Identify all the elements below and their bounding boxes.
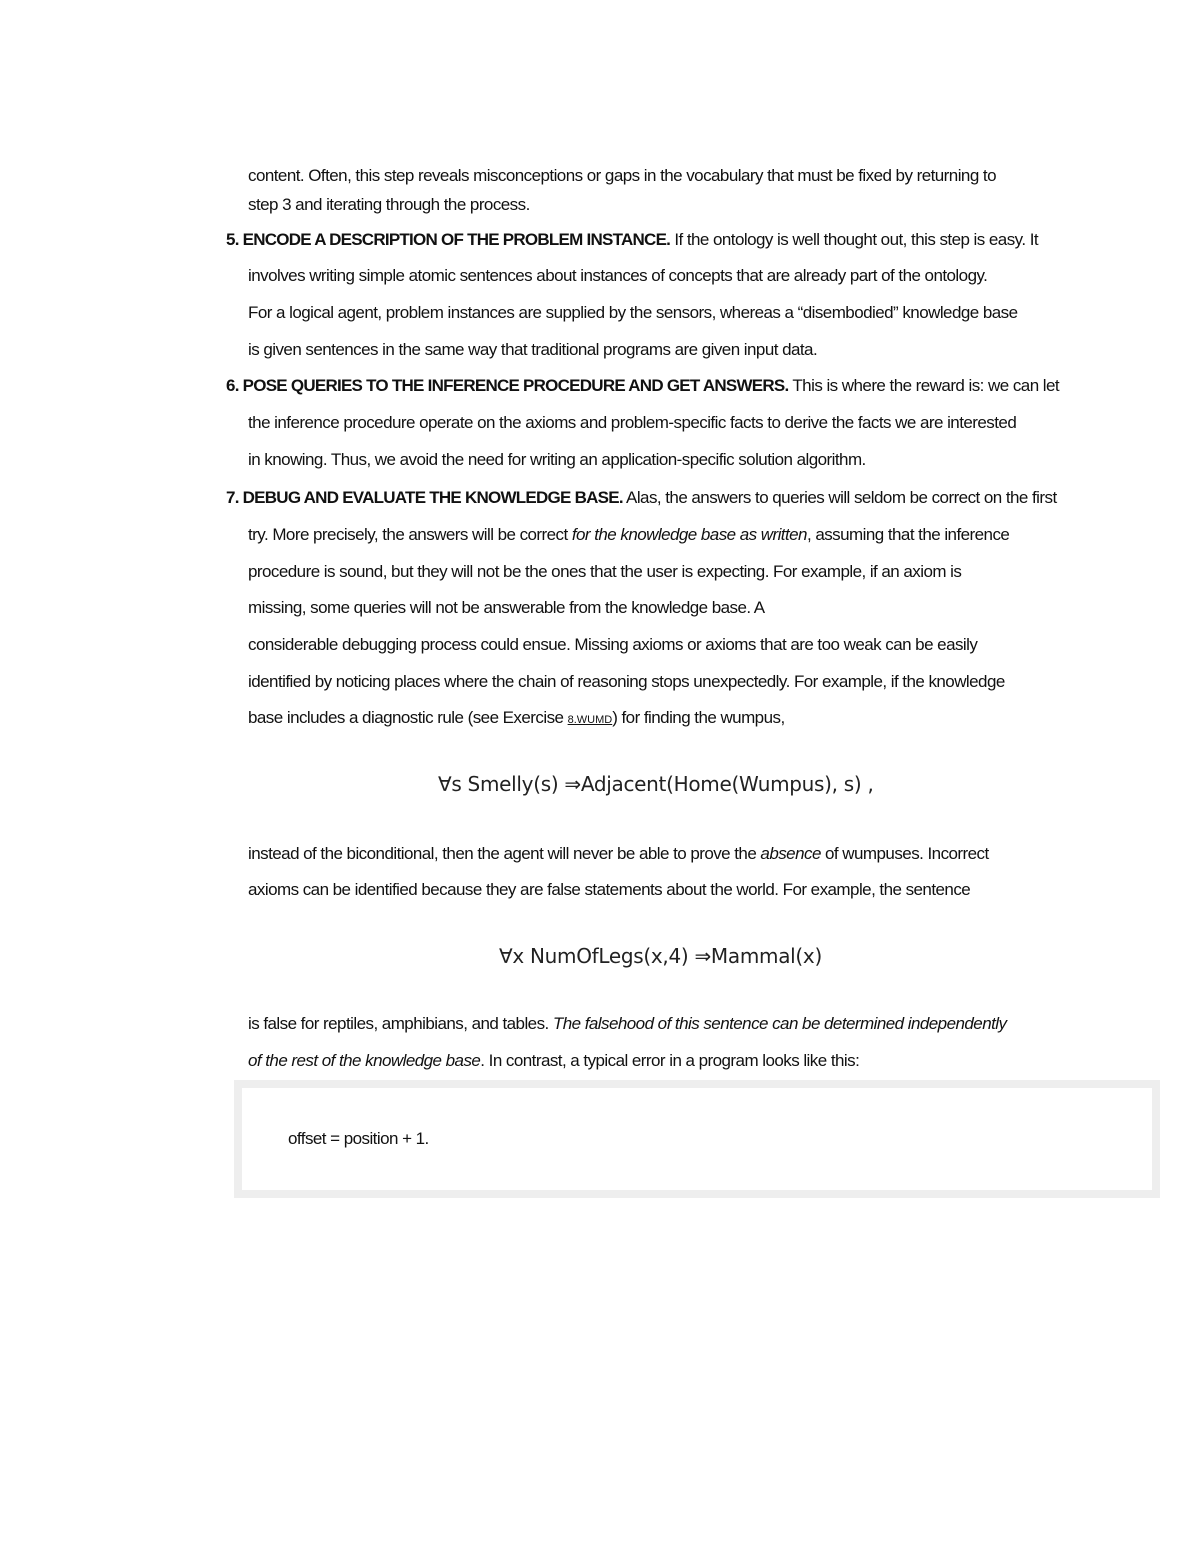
paragraph-line [248, 524, 1009, 546]
paragraph-line [248, 843, 989, 865]
code-block [234, 1080, 1160, 1198]
paragraph-line: identified by noticing places where the chain of reasoning stops unexpectedly. For example, if the knowledge [248, 672, 1005, 691]
paragraph-line: axioms can be identified because they are false statements about the world. For example, the sentence [248, 880, 971, 899]
paragraph-line: content. Often, this step reveals misconceptions or gaps in the vocabulary that must be fixed by returning to [248, 166, 996, 185]
paragraph-line [248, 1050, 859, 1072]
list-item-5 [226, 229, 1038, 251]
item-heading: 6. POSE QUERIES TO THE INFERENCE PROCEDURE AND GET ANSWERS. [226, 376, 789, 395]
exercise-link[interactable]: 8.WUMD [567, 714, 613, 726]
formula-numoflegs-mammal: ∀x NumOfLegs(x,4) ⇒Mammal(x) [499, 944, 822, 968]
item-heading: 5. ENCODE A DESCRIPTION OF THE PROBLEM INSTANCE. [226, 230, 671, 249]
item-text: If the ontology is well thought out, this step is easy. It [670, 230, 1039, 249]
text-run: . In contrast, a typical error in a program looks like this: [480, 1051, 860, 1070]
text-run: try. More precisely, the answers will be correct [248, 525, 572, 544]
list-item-7 [226, 487, 1057, 509]
paragraph-line: is given sentences in the same way that traditional programs are given input data. [248, 340, 818, 359]
paragraph-line [248, 707, 785, 731]
italic-run: of the rest of the knowledge base [248, 1051, 481, 1070]
item-text: This is where the reward is: we can let [788, 376, 1060, 395]
italic-run: absence [760, 844, 821, 863]
text-run: of wumpuses. Incorrect [820, 844, 989, 863]
item-heading: 7. DEBUG AND EVALUATE THE KNOWLEDGE BASE. [226, 488, 623, 507]
text-run: base includes a diagnostic rule (see Exercise [248, 708, 568, 727]
paragraph-line: in knowing. Thus, we avoid the need for writing an application-specific solution algorithm. [248, 450, 866, 469]
paragraph-line: considerable debugging process could ensue. Missing axioms or axioms that are too weak can be easily [248, 635, 978, 654]
paragraph-line: For a logical agent, problem instances are supplied by the sensors, whereas a “disembodied” knowledge base [248, 303, 1018, 322]
text-run: is false for reptiles, amphibians, and tables. [248, 1014, 553, 1033]
paragraph-line: step 3 and iterating through the process. [248, 195, 530, 214]
paragraph-line: missing, some queries will not be answerable from the knowledge base. A [248, 598, 765, 617]
formula-smelly-adjacent: ∀s Smelly(s) ⇒Adjacent(Home(Wumpus), s) , [438, 772, 874, 796]
item-text: Alas, the answers to queries will seldom be correct on the first [622, 488, 1057, 507]
text-run: instead of the biconditional, then the agent will never be able to prove the [248, 844, 761, 863]
italic-run: for the knowledge base as written [571, 525, 807, 544]
paragraph-line: involves writing simple atomic sentences about instances of concepts that are already part of the ontology. [248, 266, 988, 285]
paragraph-line [248, 1013, 1006, 1035]
list-item-6 [226, 375, 1059, 397]
paragraph-line: the inference procedure operate on the axioms and problem-specific facts to derive the facts we are interested [248, 413, 1017, 432]
code-line: offset = position + 1. [288, 1129, 429, 1148]
text-run: ) for finding the wumpus, [612, 708, 785, 727]
italic-run: The falsehood of this sentence can be determined independently [552, 1014, 1007, 1033]
text-run: , assuming that the inference [806, 525, 1010, 544]
paragraph-line: procedure is sound, but they will not be the ones that the user is expecting. For example, if an axiom is [248, 562, 962, 581]
